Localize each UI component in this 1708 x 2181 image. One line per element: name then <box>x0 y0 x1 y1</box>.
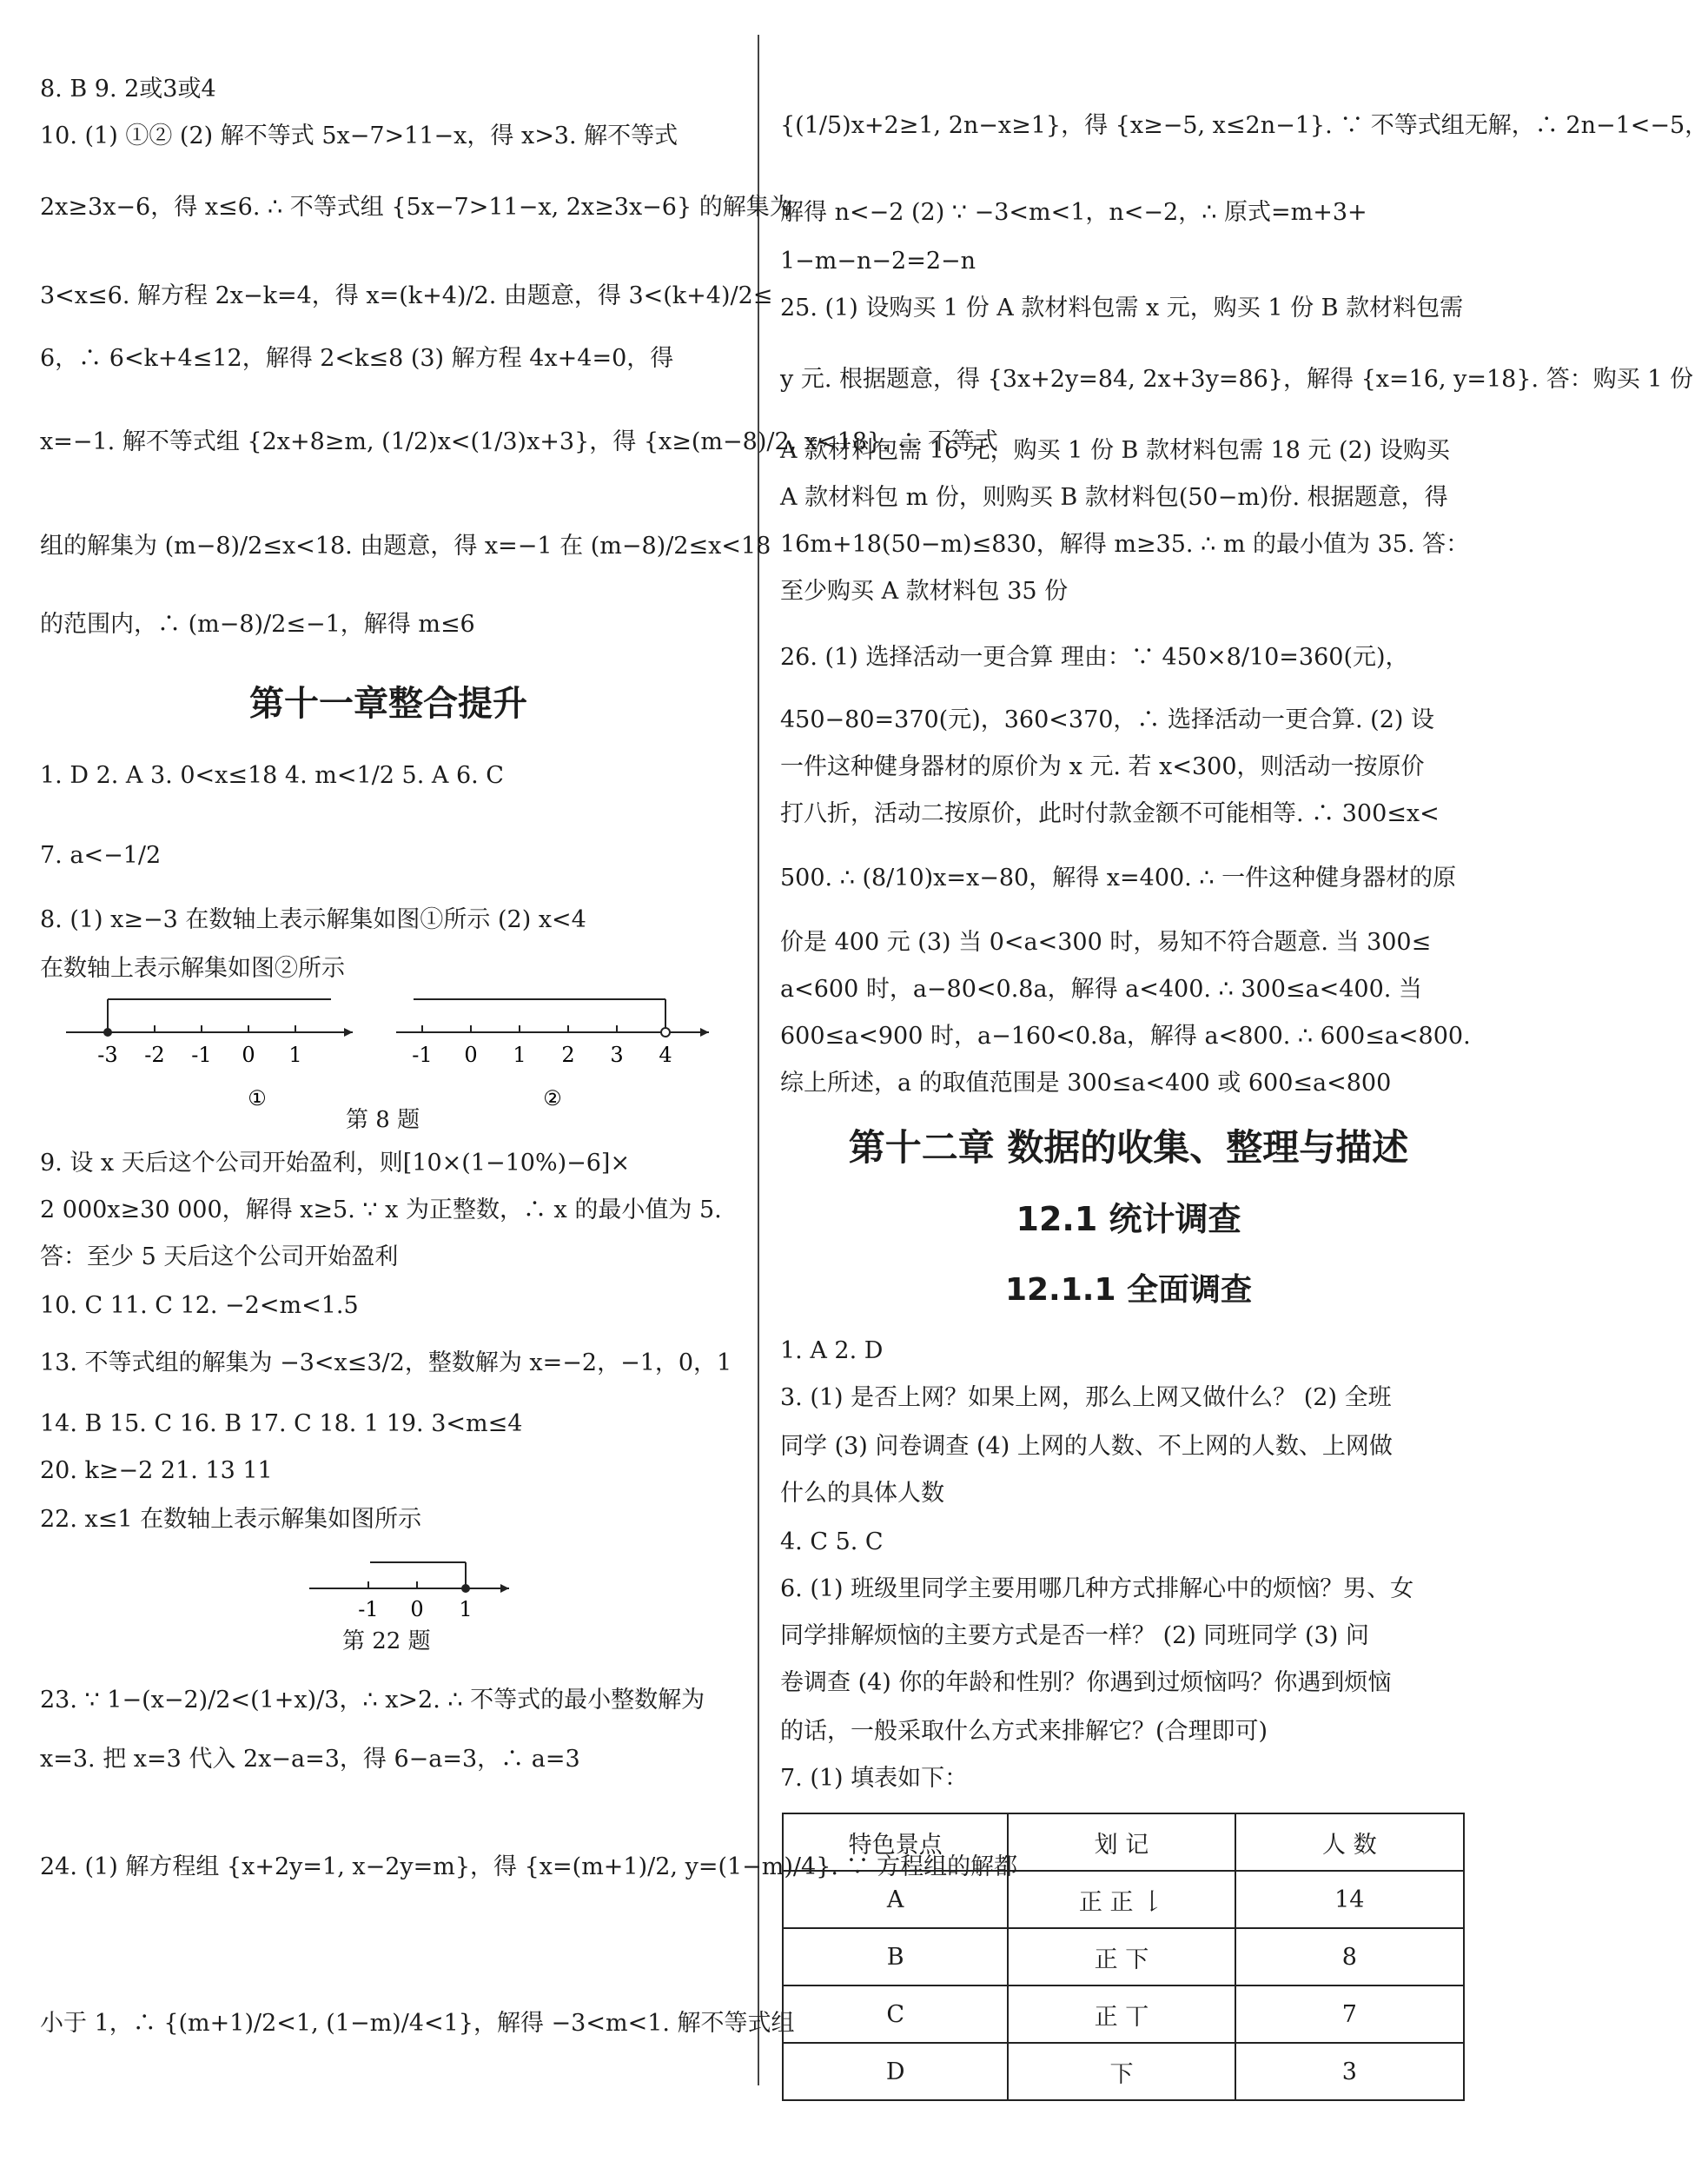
figure-caption: 第 8 题 <box>346 1107 420 1133</box>
answer-line: 23. ∵ 1−(x−2)/2<(1+x)/3，∴ x>2. ∴ 不等式的最小整数解为 <box>40 1687 705 1714</box>
tick-label: -3 <box>97 1043 118 1067</box>
table-row <box>783 1928 1464 1985</box>
answer-line: 26. (1) 选择活动一更合算 理由：∵ 450×8/10=360(元)， <box>780 644 1409 671</box>
answer-line: 什么的具体人数 <box>780 1480 944 1507</box>
answer-line: 4. C 5. C <box>780 1528 884 1555</box>
tick-label: -2 <box>144 1043 165 1067</box>
number-line-1 <box>66 999 353 1110</box>
table-header: 划 记 <box>1008 1813 1235 1871</box>
answer-line: 2 000x≥30 000，解得 x≥5. ∵ x 为正整数，∴ x 的最小值为 5. <box>40 1197 722 1223</box>
table-cell: 正 下 <box>1008 1928 1235 1985</box>
section-title: 12.1 统计调查 <box>1016 1200 1241 1238</box>
answer-line: 8. (1) x≥−3 在数轴上表示解集如图①所示 (2) x<4 <box>40 906 586 933</box>
table-header: 人 数 <box>1235 1813 1464 1871</box>
answer-line: 小于 1，∴ {(m+1)/2<1, (1−m)/4<1}，解得 −3<m<1. 解不等式组 <box>40 2010 795 2037</box>
answer-line: 在数轴上表示解集如图②所示 <box>40 955 345 982</box>
table-cell: D <box>783 2043 1008 2100</box>
table-row <box>783 2043 1464 2100</box>
answer-line: 卷调查 (4) 你的年龄和性别？你遇到过烦恼吗？你遇到烦恼 <box>780 1669 1392 1696</box>
answer-line: 9. 设 x 天后这个公司开始盈利，则[10×(1−10%)−6]× <box>40 1150 631 1177</box>
table-cell: 正 丅 <box>1008 1985 1235 2043</box>
answer-line: 综上所述，a 的取值范围是 300≤a<400 或 600≤a<800 <box>780 1070 1392 1097</box>
table-cell: B <box>783 1928 1008 1985</box>
answer-line: 450−80=370(元)，360<370，∴ 选择活动一更合算. (2) 设 <box>780 706 1435 733</box>
figure-label-2: ② <box>543 1086 562 1110</box>
answer-line: 打八折，活动二按原价，此时付款金额不可能相等. ∴ 300≤x< <box>780 800 1440 827</box>
answer-line: 的范围内，∴ (m−8)/2≤−1，解得 m≤6 <box>40 611 475 638</box>
answer-line: 1. A 2. D <box>780 1337 884 1364</box>
chapter-title: 第十二章 数据的收集、整理与描述 <box>848 1126 1409 1169</box>
answer-line: 3. (1) 是否上网？如果上网，那么上网又做什么？ (2) 全班 <box>780 1384 1392 1411</box>
table-header-row <box>783 1813 1464 1871</box>
answer-line: 一件这种健身器材的原价为 x 元. 若 x<300，则活动一按原价 <box>780 753 1425 780</box>
tick-label: 1 <box>459 1597 473 1621</box>
column-divider <box>758 35 759 2085</box>
answer-line: 同学 (3) 问卷调查 (4) 上网的人数、不上网的人数、上网做 <box>780 1433 1393 1460</box>
answer-line: 7. a<−1/2 <box>40 842 162 869</box>
answer-line: 6. (1) 班级里同学主要用哪几种方式排解心中的烦恼？男、女 <box>780 1575 1414 1602</box>
number-line-2 <box>396 999 709 1110</box>
tick-label: -1 <box>358 1597 379 1621</box>
answer-line: 14. B 15. C 16. B 17. C 18. 1 19. 3<m≤4 <box>40 1410 523 1437</box>
table-row <box>783 1985 1464 2043</box>
tick-label: 3 <box>610 1043 624 1067</box>
table-cell: 下 <box>1008 2043 1235 2100</box>
table-cell: 3 <box>1235 2043 1464 2100</box>
table-cell: 14 <box>1235 1871 1464 1928</box>
answer-line: 组的解集为 (m−8)/2≤x<18. 由题意，得 x=−1 在 (m−8)/2≤x<18 <box>40 533 771 560</box>
tick-label: 1 <box>288 1043 302 1067</box>
tick-label: -1 <box>191 1043 212 1067</box>
answer-line: 1−m−n−2=2−n <box>780 248 976 275</box>
answer-line: 25. (1) 设购买 1 份 A 款材料包需 x 元，购买 1 份 B 款材料包需 <box>780 295 1464 322</box>
table-cell: 正 正 𠄌 <box>1008 1871 1235 1928</box>
answer-line: x=3. 把 x=3 代入 2x−a=3，得 6−a=3，∴ a=3 <box>40 1746 580 1773</box>
table-row <box>783 1871 1464 1928</box>
table-cell: 8 <box>1235 1928 1464 1985</box>
answer-line: 10. C 11. C 12. −2<m<1.5 <box>40 1292 359 1319</box>
tick-label: -1 <box>412 1043 433 1067</box>
answer-line: 价是 400 元 (3) 当 0<a<300 时，易知不符合题意. 当 300≤ <box>780 929 1432 956</box>
table-cell: 7 <box>1235 1985 1464 2043</box>
tally-table <box>782 1813 1465 2101</box>
answer-line: 2x≥3x−6，得 x≤6. ∴ 不等式组 {5x−7>11−x, 2x≥3x−6} 的解集为 <box>40 194 793 221</box>
answer-line: 答：至少 5 天后这个公司开始盈利 <box>40 1243 399 1270</box>
tick-label: 0 <box>410 1597 424 1621</box>
answer-line: y 元. 根据题意，得 {3x+2y=84, 2x+3y=86}，解得 {x=16, y=18}. 答：购买 1 份 <box>780 366 1694 393</box>
answer-line: 22. x≤1 在数轴上表示解集如图所示 <box>40 1506 422 1533</box>
answer-line: {(1/5)x+2≥1, 2n−x≥1}，得 {x≥−5, x≤2n−1}. ∵ 不等式组无解，∴ 2n−1<−5， <box>780 112 1708 139</box>
tick-label: 1 <box>513 1043 526 1067</box>
answer-line: A 款材料包 m 份，则购买 B 款材料包(50−m)份. 根据题意，得 <box>780 484 1448 511</box>
tick-label: 2 <box>561 1043 575 1067</box>
subsection-title: 12.1.1 全面调查 <box>1004 1272 1253 1308</box>
answer-line: x=−1. 解不等式组 {2x+8≥m, (1/2)x<(1/3)x+3}，得 {x≥(m−8)/2, x<18}. ∴ 不等式 <box>40 428 998 455</box>
answer-line: 6，∴ 6<k+4≤12，解得 2<k≤8 (3) 解方程 4x+4=0，得 <box>40 345 674 372</box>
tick-label: 0 <box>242 1043 255 1067</box>
answer-line: 3<x≤6. 解方程 2x−k=4，得 x=(k+4)/2. 由题意，得 3<(k+4)/2≤ <box>40 282 773 309</box>
answer-line: 13. 不等式组的解集为 −3<x≤3/2，整数解为 x=−2，−1，0，1 <box>40 1349 732 1376</box>
answer-line: 至少购买 A 款材料包 35 份 <box>780 578 1069 605</box>
answer-line: 24. (1) 解方程组 {x+2y=1, x−2y=m}，得 {x=(m+1)/2, y=(1−m)/4}. ∵ 方程组的解都 <box>40 1853 1018 1880</box>
answer-line: 500. ∴ (8/10)x=x−80，解得 x=400. ∴ 一件这种健身器材的原 <box>780 865 1457 892</box>
answer-line: 解得 n<−2 (2) ∵ −3<m<1，n<−2，∴ 原式=m+3+ <box>780 199 1367 226</box>
answer-line: 7. (1) 填表如下： <box>780 1765 969 1792</box>
answer-line: 同学排解烦恼的主要方式是否一样？ (2) 同班同学 (3) 问 <box>780 1622 1369 1649</box>
number-line-figure-22 <box>301 1555 526 1625</box>
answer-line: A 款材料包需 16 元，购买 1 份 B 款材料包需 18 元 (2) 设购买 <box>780 437 1450 464</box>
answer-line: 10. (1) ①② (2) 解不等式 5x−7>11−x，得 x>3. 解不等式 <box>40 123 679 149</box>
answer-line: 600≤a<900 时，a−160<0.8a，解得 a<800. ∴ 600≤a<800. <box>780 1023 1471 1050</box>
table-header: 特色景点 <box>783 1813 1008 1871</box>
chapter-title: 第十一章整合提升 <box>249 684 527 724</box>
answer-line: 1. D 2. A 3. 0<x≤18 4. m<1/2 5. A 6. C <box>40 762 504 789</box>
answer-line: 20. k≥−2 21. 13 11 <box>40 1457 273 1484</box>
figure-caption: 第 22 题 <box>342 1628 431 1654</box>
answer-line: 16m+18(50−m)≤830，解得 m≥35. ∴ m 的最小值为 35. 答： <box>780 531 1470 558</box>
answer-line: 8. B 9. 2或3或4 <box>40 76 216 103</box>
hollow-dot <box>661 1028 670 1037</box>
table-cell: A <box>783 1871 1008 1928</box>
solid-dot <box>461 1584 470 1593</box>
tick-label: 0 <box>464 1043 478 1067</box>
answer-line: a<600 时，a−80<0.8a，解得 a<400. ∴ 300≤a<400. 当 <box>780 976 1422 1003</box>
figure-label-1: ① <box>248 1086 267 1110</box>
table-cell: C <box>783 1985 1008 2043</box>
tick-label: 4 <box>659 1043 672 1067</box>
answer-line: 的话，一般采取什么方式来排解它？(合理即可) <box>780 1718 1268 1745</box>
